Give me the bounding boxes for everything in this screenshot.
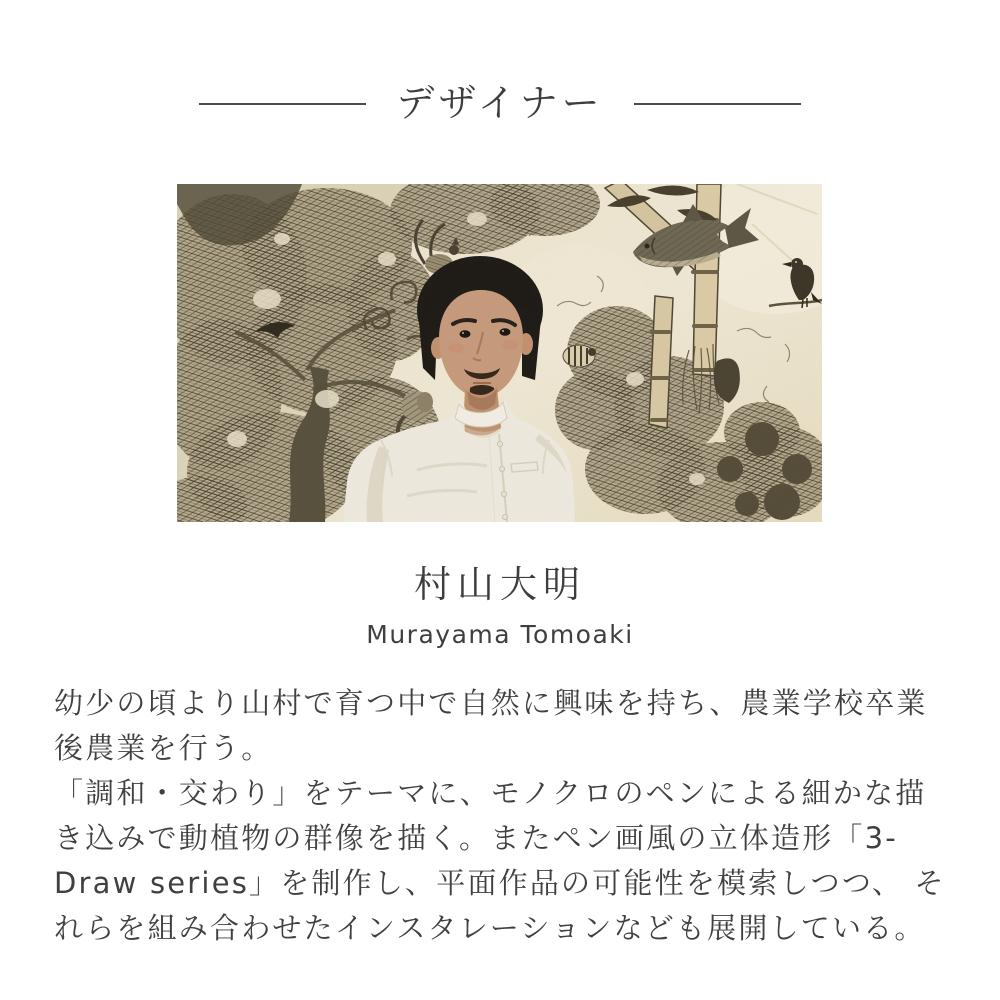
section-header (0, 82, 1000, 126)
photo-grain-overlay (177, 184, 822, 522)
designer-name-romaji: Murayama Tomoaki (366, 620, 634, 649)
header-rule-left (199, 103, 366, 105)
portrait-artwork-svg (177, 184, 822, 522)
designer-bio (54, 681, 948, 951)
header-rule-right (634, 103, 801, 105)
designer-portrait-photo (177, 184, 822, 522)
page-title: デザイナー (396, 81, 604, 125)
bio-paragraph-2: 「調和・交わり」をテーマに、モノクロのペンによる細かな描き込みで動植物の群像を描く。またペン画風の立体造形「3-Draw series」を制作し、平面作品の可能性を模索しつつ、 それらを組み合わせたインスタレーションなども展開している。 (54, 776, 946, 945)
bio-paragraph-1: 幼少の頃より山村で育つ中で自然に興味を持ち、農業学校卒業後農業を行う。 (54, 686, 928, 765)
designer-name: 村山大明 (414, 563, 586, 606)
